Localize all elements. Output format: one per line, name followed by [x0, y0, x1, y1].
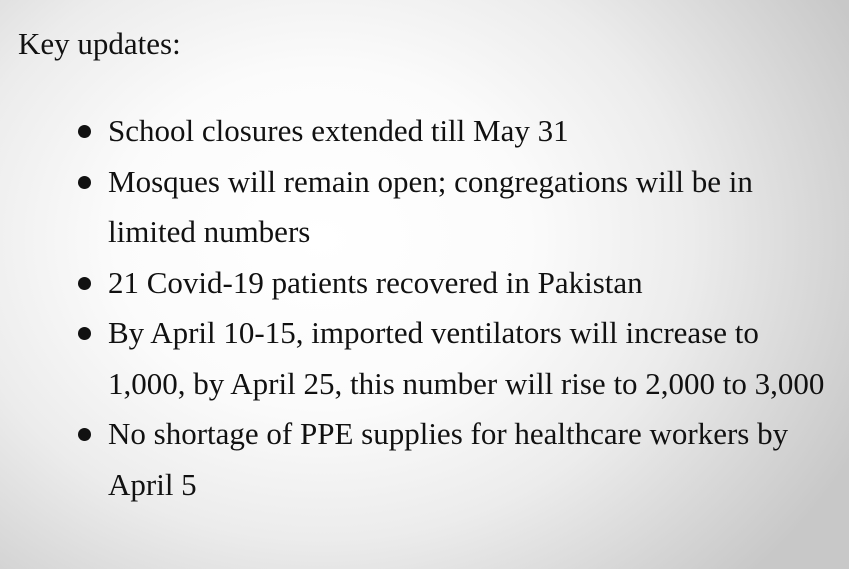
list-item: [108, 106, 833, 157]
updates-list: [108, 106, 833, 510]
list-item-text: 21 Covid-19 patients recovered in Pakistan: [108, 264, 643, 300]
list-item: [108, 409, 833, 510]
list-item: [108, 308, 833, 409]
list-item-text: School closures extended till May 31: [108, 113, 569, 148]
list-item-text: Mosques will remain open; congregations will be in limited numbers: [108, 163, 753, 249]
list-item-text: By April 10-15, imported ventilators will increase to 1,000, by April 25, this number will rise to 2,000 to 3,000: [108, 315, 825, 401]
section-heading: Key updates:: [18, 26, 181, 61]
list-item: [108, 157, 833, 258]
bullet-icon: [78, 277, 91, 290]
list-item-text: No shortage of PPE supplies for healthcare workers by April 5: [108, 416, 789, 502]
bullet-icon: [78, 327, 91, 340]
list-item: [108, 258, 833, 309]
bullet-icon: [78, 176, 91, 189]
bullet-icon: [78, 125, 91, 138]
bullet-icon: [78, 428, 91, 441]
